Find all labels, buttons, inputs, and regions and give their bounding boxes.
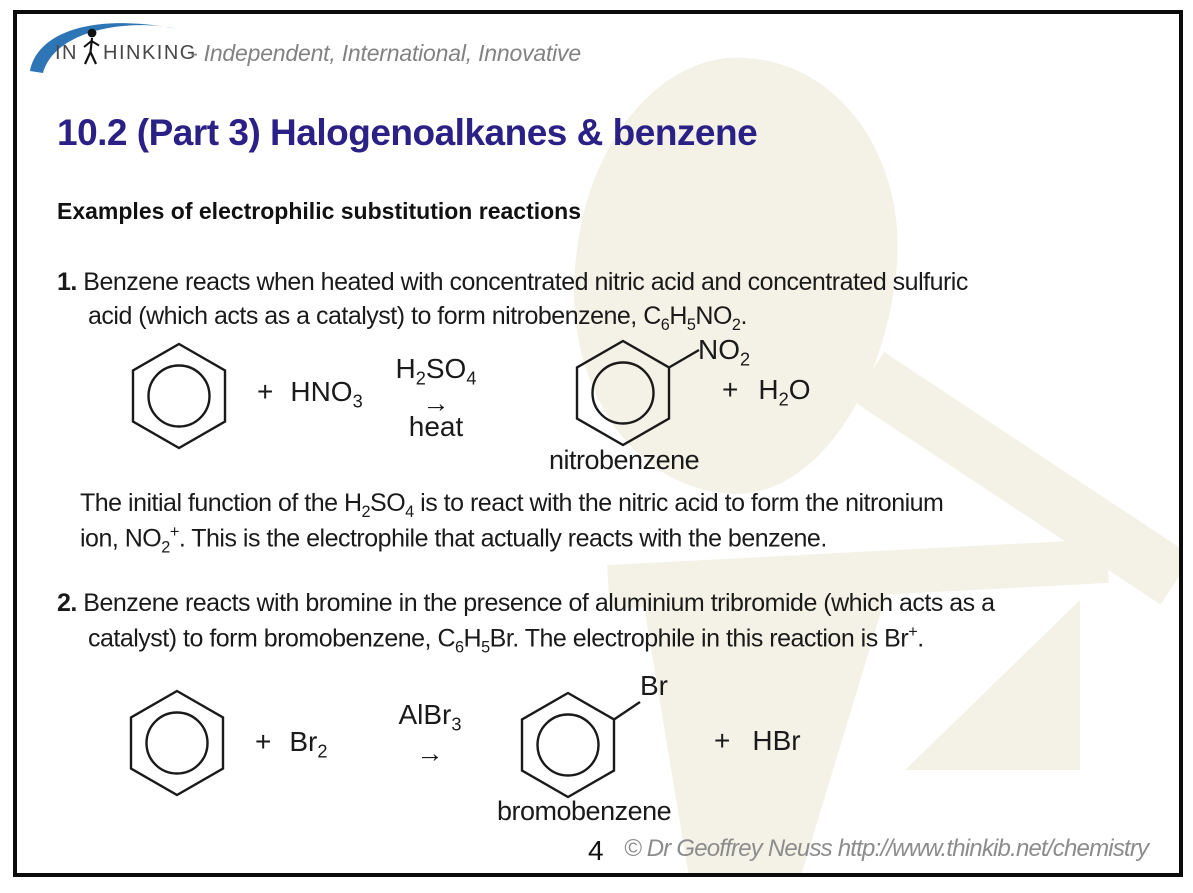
slide-frame: [13, 10, 1183, 877]
slide-content: [13, 10, 1183, 877]
eq2-byproduct: + HBr: [714, 725, 801, 756]
eq2-product-group-label: Br: [640, 670, 668, 701]
section-subtitle: Examples of electrophilic substitution reactions: [57, 198, 582, 224]
eq1-conditions: $H_2SO_4$ → heat: [388, 354, 484, 442]
plus-sign: +: [255, 726, 272, 757]
bromobenzene-ring-diagram: [518, 691, 668, 799]
logo-tagline: - Independent, International, Innovative: [190, 40, 581, 66]
note-line-1: The initial function of the $H_2SO_4$ is to react with the nitric acid to form the nitronium: [80, 489, 944, 521]
plus-sign: +: [257, 376, 274, 407]
plus-sign: +: [722, 374, 739, 405]
eq1-byproduct: + $H_2O$: [722, 374, 811, 410]
copyright-text: © Dr Geoffrey Neuss http://www.thinkib.net/chemistry: [624, 835, 1149, 862]
eq2-reagent: + $Br_2$: [255, 726, 328, 762]
eq1-reagent: + $HNO_3$: [257, 376, 363, 412]
benzene-ring-diagram-1: [129, 342, 229, 450]
eq1-product-name: nitrobenzene: [549, 445, 700, 475]
page-title: 10.2 (Part 3) Halogenoalkanes & benzene: [57, 112, 758, 153]
eq1-product-group-label: $NO_2$: [698, 334, 751, 370]
paragraph-2-line-2: catalyst) to form bromobenzene, $C_6H_5Br$. The electrophile in this reaction is Br+.: [88, 623, 924, 657]
page-number: 4: [588, 835, 604, 866]
eq2-product-name: bromobenzene: [497, 796, 672, 826]
watermark-wedge: [905, 600, 1080, 770]
benzene-ring-diagram-2: [127, 689, 227, 797]
paragraph-2-line-1: 2. Benzene reacts with bromine in the presence of aluminium tribromide (which acts as a: [57, 589, 995, 617]
paragraph-2-number: 2.: [57, 589, 77, 617]
reaction-arrow: →: [416, 737, 444, 768]
paragraph-1-line-1: 1. Benzene reacts when heated with concentrated nitric acid and concentrated sulfuric: [57, 268, 968, 296]
paragraph-1-line-2: acid (which acts as a catalyst) to form nitrobenzene, $C_6H_5NO_2$.: [88, 302, 747, 334]
logo-text-in: IN: [55, 42, 78, 64]
logo-text-hinking: HINKING: [103, 42, 197, 64]
paragraph-1-number: 1.: [57, 268, 77, 296]
note-line-2: ion, $NO_2^+$. This is the electrophile that actually reacts with the benzene.: [80, 523, 827, 557]
reaction-arrow: →: [422, 387, 450, 418]
plus-sign: +: [714, 725, 731, 756]
eq2-conditions: AlBr$_3$ →: [384, 700, 476, 766]
logo-stick-figure-icon: [80, 28, 104, 68]
